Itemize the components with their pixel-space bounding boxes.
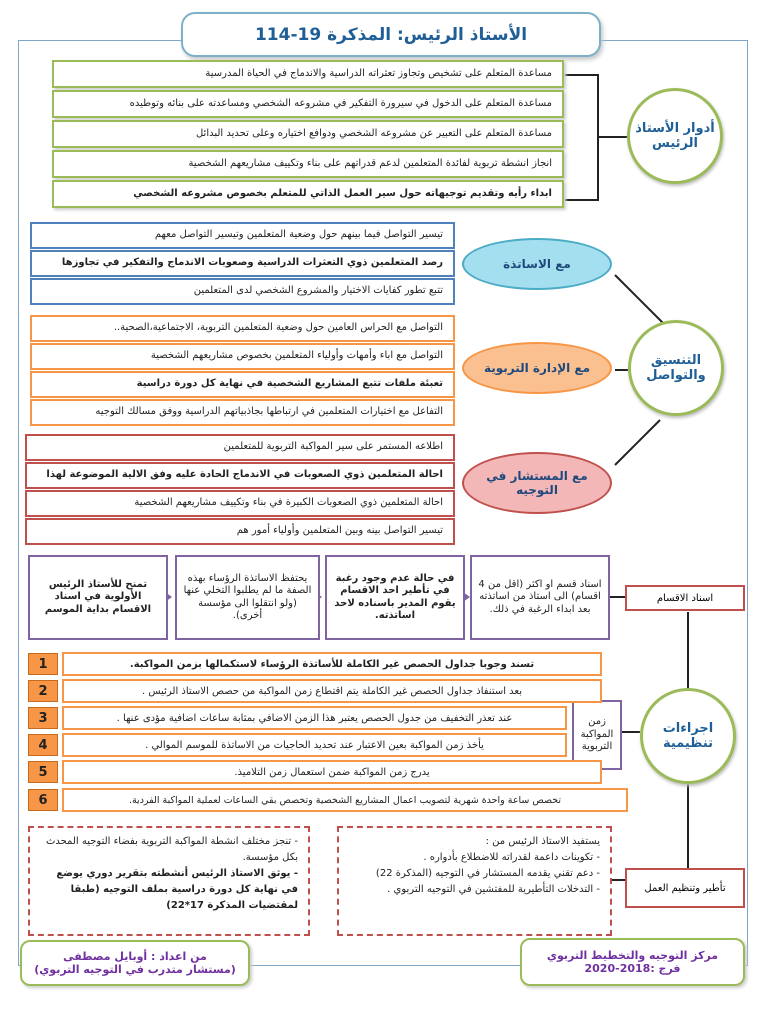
teachers-oval: مع الاساتذة <box>462 238 612 290</box>
assignment-box: يحتفظ الاساتذة الرؤساء بهذه الصفة ما لم يطلبوا التخلي عنها (ولو انتقلوا الى مؤسسة أخرى). <box>175 555 320 640</box>
footer-years: فرج :2018-2020 <box>584 962 681 975</box>
page-title: الأستاذ الرئيس: المذكرة 19-114 <box>181 12 601 57</box>
role-item: مساعدة المتعلم على التعبير عن مشروعه الشخصي ودوافع اختياره وعلى تحديد البدائل <box>52 120 564 148</box>
step-number: 6 <box>28 789 58 811</box>
step-text: تخصص ساعة واحدة شهرية لتصويب اعمال المشاريع الشخصية وتخصص بقي الساعات لعملية المواكبة الفردية. <box>62 788 628 812</box>
counselor-item: احالة المتعلمين ذوي الصعوبات في الاندماج الحادة عليه وفق الالية الموضوعة لهذا <box>25 462 455 489</box>
framing-right-box <box>337 826 612 936</box>
administration-item: تعبئة ملفات تتبع المشاريع الشخصية في نهاية كل دورة دراسية <box>30 371 455 398</box>
framing-intro: يستفيد الاستاذ الرئيس من : <box>485 836 600 847</box>
step-number: 3 <box>28 707 58 729</box>
role-item: انجاز انشطة تربوية لفائدة المتعلمين لدعم قدراتهم على بناء وتكييف مشاريعهم الشخصية <box>52 150 564 178</box>
administration-item: التواصل مع الحراس العامين حول وضعية المتعلمين التربوية، الاجتماعية،الصحية.. <box>30 315 455 342</box>
administration-item: التفاعل مع اختيارات المتعلمين في ارتباطها بجاذبياتهم الدراسية ووفق مسالك التوجيه <box>30 399 455 426</box>
step-number: 1 <box>28 653 58 675</box>
time-label: زمن المواكبة التربوية <box>572 700 622 770</box>
footer-left <box>20 940 250 986</box>
framing-item: - التدخلات التأطيرية للمفتشين في التوجيه التربوي . <box>387 884 600 895</box>
administration-oval: مع الإدارة التربوية <box>462 342 612 394</box>
teachers-item: رصد المتعلمين ذوي التعثرات الدراسية وصعوبات الاندماج والتفكير في تجاوزها <box>30 250 455 277</box>
role-item: ابداء رأيه وتقديم توجيهاته حول سير العمل الذاتي للمتعلم بخصوص مشروعه الشخصي <box>52 180 564 208</box>
step-text: يأخذ زمن المواكبة بعين الاعتبار عند تحديد الحاجيات من الاساتذة للموسم الموالي . <box>62 733 567 757</box>
assignment-box: اسناد قسم او اكثر (اقل من 4 اقسام) الى استاذ من اساتذته بعد ابداء الرغبة في ذلك. <box>470 555 610 640</box>
role-item: مساعدة المتعلم على تشخيص وتجاوز تعثراته الدراسية والاندماج في الحياة المدرسية <box>52 60 564 88</box>
teachers-item: تيسير التواصل فيما بينهم حول وضعية المتعلمين وتيسير التواصل معهم <box>30 222 455 249</box>
counselor-item: اطلاعه المستمر على سير المواكبة التربوية للمتعلمين <box>25 434 455 461</box>
framing-item: - دعم تقني يقدمه المستشار في التوجيه (المذكرة 22) <box>375 868 600 879</box>
counselor-item: احالة المتعلمين ذوي الصعوبات الكبيرة في بناء وتكييف مشاريعهم الشخصية <box>25 490 455 517</box>
procedures-circle: اجراءات تنظيمية <box>640 688 736 784</box>
step-text: تسند وجوبا جداول الحصص غير الكاملة للأساتذة الرؤساء لاستكمالها بزمن المواكبة. <box>62 652 602 676</box>
assignment-box: تمنح للأستاذ الرئيس الأولوية في اسناد الاقسام بداية الموسم <box>28 555 168 640</box>
step-number: 2 <box>28 680 58 702</box>
footer-author: من اعداد : أوبايل مصطفى <box>63 950 207 963</box>
step-number: 4 <box>28 734 58 756</box>
footer-right <box>520 938 745 986</box>
framing-label: تأطير وتنظيم العمل <box>625 868 745 908</box>
step-text: عند تعذر التخفيف من جدول الحصص يعتبر هذا الزمن الاضافي بمثابة ساعات اضافية مؤدى عنها . <box>62 706 567 730</box>
roles-circle: أدوار الأستاذ الرئيس <box>627 88 723 184</box>
counselor-oval: مع المستشار في التوجيه <box>462 452 612 514</box>
counselor-item: تيسير التواصل بينه وبين المتعلمين وأولياء أمور هم <box>25 518 455 545</box>
role-item: مساعدة المتعلم على الدخول في سيرورة التفكير في مشروعه الشخصي ومساعدته على بنائه وتوطيده <box>52 90 564 118</box>
coordination-circle: التنسيق والتواصل <box>628 320 724 416</box>
teachers-item: تتبع تطور كفايات الاختيار والمشروع الشخصي لدى المتعلمين <box>30 278 455 305</box>
step-number: 5 <box>28 761 58 783</box>
framing-left-box <box>28 826 310 936</box>
assignment-label: اسناد الاقسام <box>625 585 745 611</box>
administration-item: التواصل مع اباء وأمهات وأولياء المتعلمين بخصوص مشاريعهم الشخصية <box>30 343 455 370</box>
footer-center-name: مركز التوجيه والتخطيط التربوي <box>546 949 719 962</box>
framing-left-item: - تنجز مختلف انشطة المواكبة التربوية بفضاء التوجيه المحدث بكل مؤسسة. <box>45 836 298 863</box>
framing-item: - تكوينات داعمة لقدراته للاضطلاع بأدواره . <box>423 852 600 863</box>
framing-left-item: - يوثق الاستاذ الرئيس أنشطته بتقرير دوري يوضع في نهاية كل دورة دراسية بملف التوجيه (طبقا لمقتضيات المذكرة 17*22) <box>56 868 298 911</box>
step-text: بعد استنفاذ جداول الحصص غير الكاملة يتم اقتطاع زمن المواكبة من حصص الاستاذ الرئيس . <box>62 679 602 703</box>
assignment-box: في حالة عدم وجود رغبة في تأطير احد الاقسام يقوم المدير باسناده لاحد اساتذته. <box>325 555 465 640</box>
footer-author-role: (مستشار متدرب في التوجيه التربوي) <box>34 963 236 976</box>
step-text: يدرج زمن المواكبة ضمن استعمال زمن التلاميذ. <box>62 760 602 784</box>
